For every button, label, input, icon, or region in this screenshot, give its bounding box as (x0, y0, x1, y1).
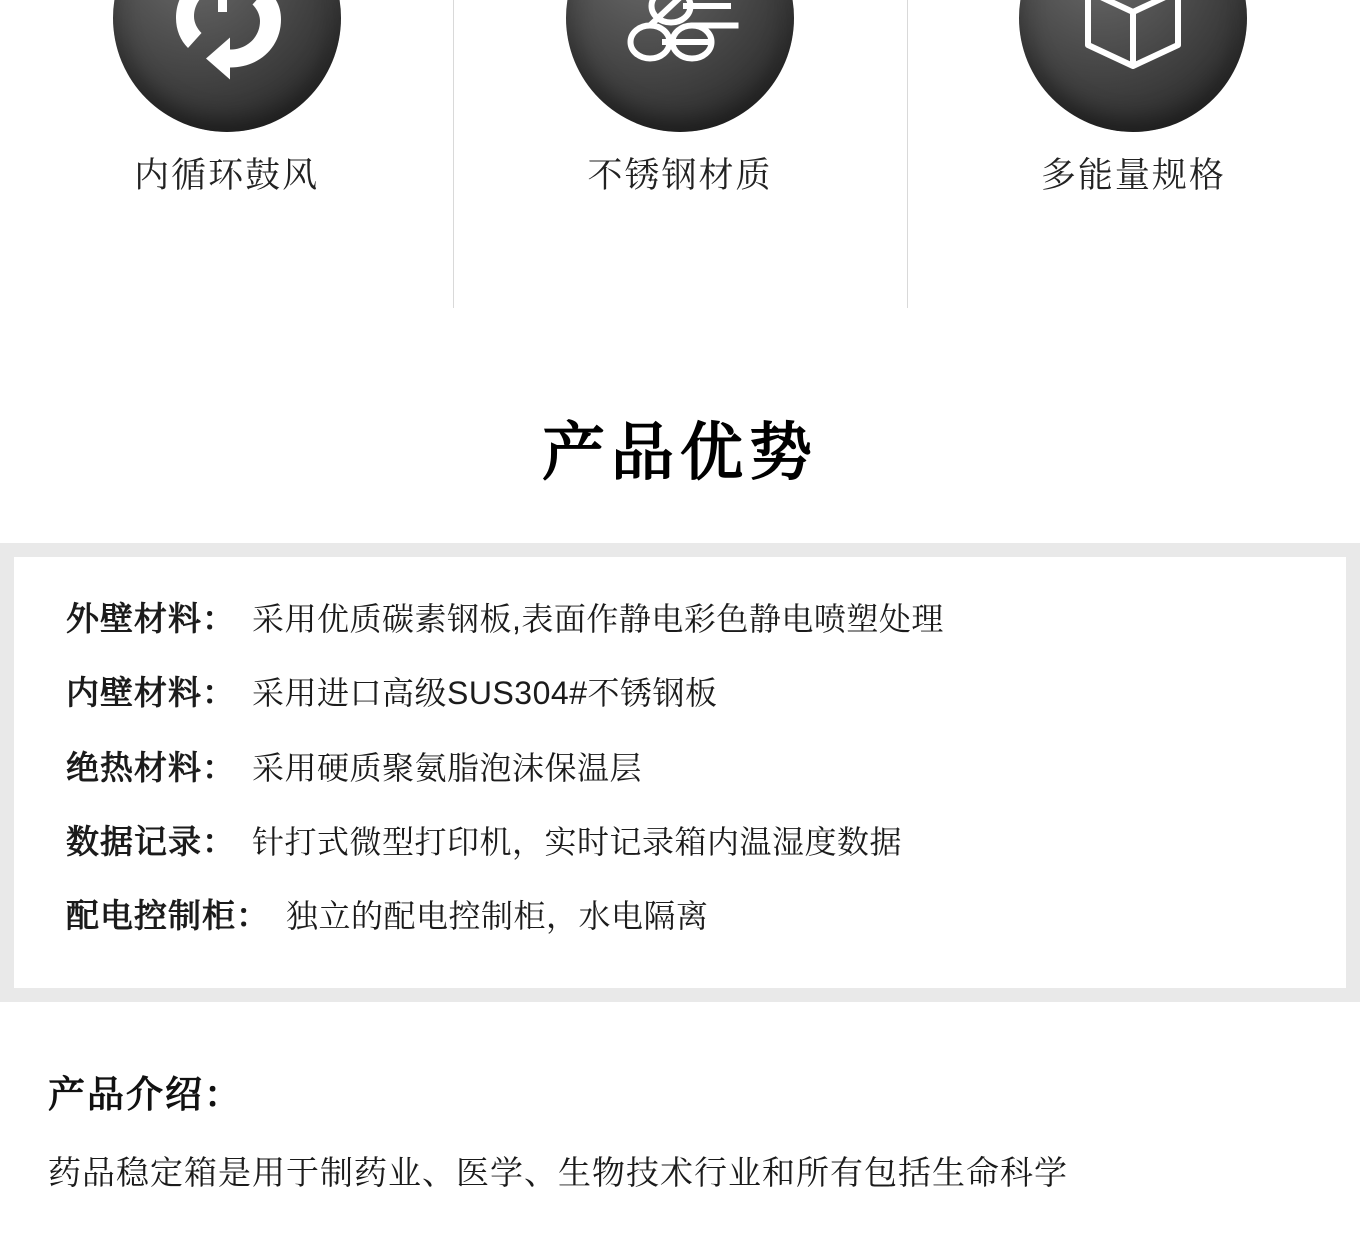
spec-key: 外壁材料： (66, 600, 236, 637)
spec-row (66, 898, 1294, 934)
spec-value: 独立的配电控制柜，水电隔离 (286, 898, 709, 935)
page-title: 产品优势 (542, 418, 818, 488)
feature-item-stainless-steel (453, 0, 906, 310)
feature-item-internal-circulation (0, 0, 453, 310)
spec-key: 数据记录： (66, 822, 236, 860)
spec-list (14, 557, 1346, 988)
recycle-arrows-icon (113, 0, 341, 132)
spec-value: 采用进口高级SUS304#不锈钢板 (252, 675, 718, 712)
cube-box-icon (1019, 0, 1247, 132)
feature-label: 不锈钢材质 (587, 156, 773, 195)
spec-key: 配电控制柜： (66, 897, 270, 935)
spec-row (66, 601, 1294, 637)
feature-row (0, 0, 1360, 310)
spec-row (66, 675, 1294, 711)
spec-row (66, 750, 1294, 786)
spec-value: 采用硬质聚氨脂泡沫保温层 (252, 749, 643, 786)
feature-item-multi-capacity (907, 0, 1360, 310)
intro-body: 药品稳定箱是用于制药业、医学、生物技术行业和所有包括生命科学 (48, 1154, 1068, 1192)
intro-title: 产品介绍： (48, 1074, 243, 1116)
spec-key: 绝热材料： (66, 748, 236, 786)
spec-value: 采用优质碳素钢板,表面作静电彩色静电喷塑处理 (252, 601, 944, 637)
spec-row (66, 824, 1294, 860)
spec-value: 针打式微型打印机，实时记录箱内温湿度数据 (252, 823, 903, 860)
spec-key: 内壁材料： (66, 674, 236, 712)
feature-label: 多能量规格 (1040, 156, 1226, 195)
feature-label: 内循环鼓风 (134, 156, 320, 195)
product-advantage-panel (0, 543, 1360, 1002)
product-introduction (0, 1064, 1360, 1198)
stainless-steel-tubes-icon (566, 0, 794, 132)
